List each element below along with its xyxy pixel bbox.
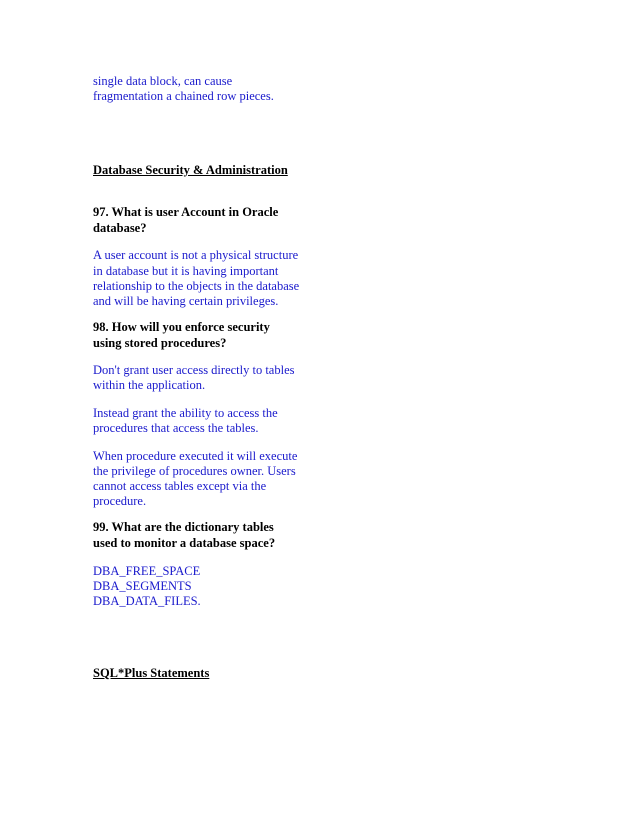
question-99: used to monitor a database space?: [93, 536, 276, 550]
answer-98: the privilege of procedures owner. Users: [93, 464, 296, 478]
intro-line: single data block, can cause: [93, 74, 233, 88]
answer-98: cannot access tables except via the: [93, 479, 267, 493]
question-97: database?: [93, 221, 147, 235]
answer-97: relationship to the objects in the database: [93, 279, 300, 293]
answer-98: procedure.: [93, 494, 147, 508]
answer-98: Don't grant user access directly to tables: [93, 363, 295, 377]
answer-97: A user account is not a physical structure: [93, 248, 299, 262]
answer-99: DBA_DATA_FILES.: [93, 594, 201, 608]
answer-99: DBA_SEGMENTS: [93, 579, 192, 593]
question-98: 98. How will you enforce security: [93, 320, 270, 334]
question-99: 99. What are the dictionary tables: [93, 520, 274, 534]
answer-99: DBA_FREE_SPACE: [93, 564, 201, 578]
question-98: using stored procedures?: [93, 336, 227, 350]
answer-98: within the application.: [93, 378, 206, 392]
answer-98: Instead grant the ability to access the: [93, 406, 278, 420]
answer-97: and will be having certain privileges.: [93, 294, 279, 308]
section-heading-sqlplus: SQL*Plus Statements: [93, 666, 210, 680]
question-97: 97. What is user Account in Oracle: [93, 205, 279, 219]
answer-98: procedures that access the tables.: [93, 421, 259, 435]
answer-97: in database but it is having important: [93, 264, 279, 278]
answer-98: When procedure executed it will execute: [93, 449, 298, 463]
section-heading-security: Database Security & Administration: [93, 163, 288, 177]
intro-line: fragmentation a chained row pieces.: [93, 89, 274, 103]
